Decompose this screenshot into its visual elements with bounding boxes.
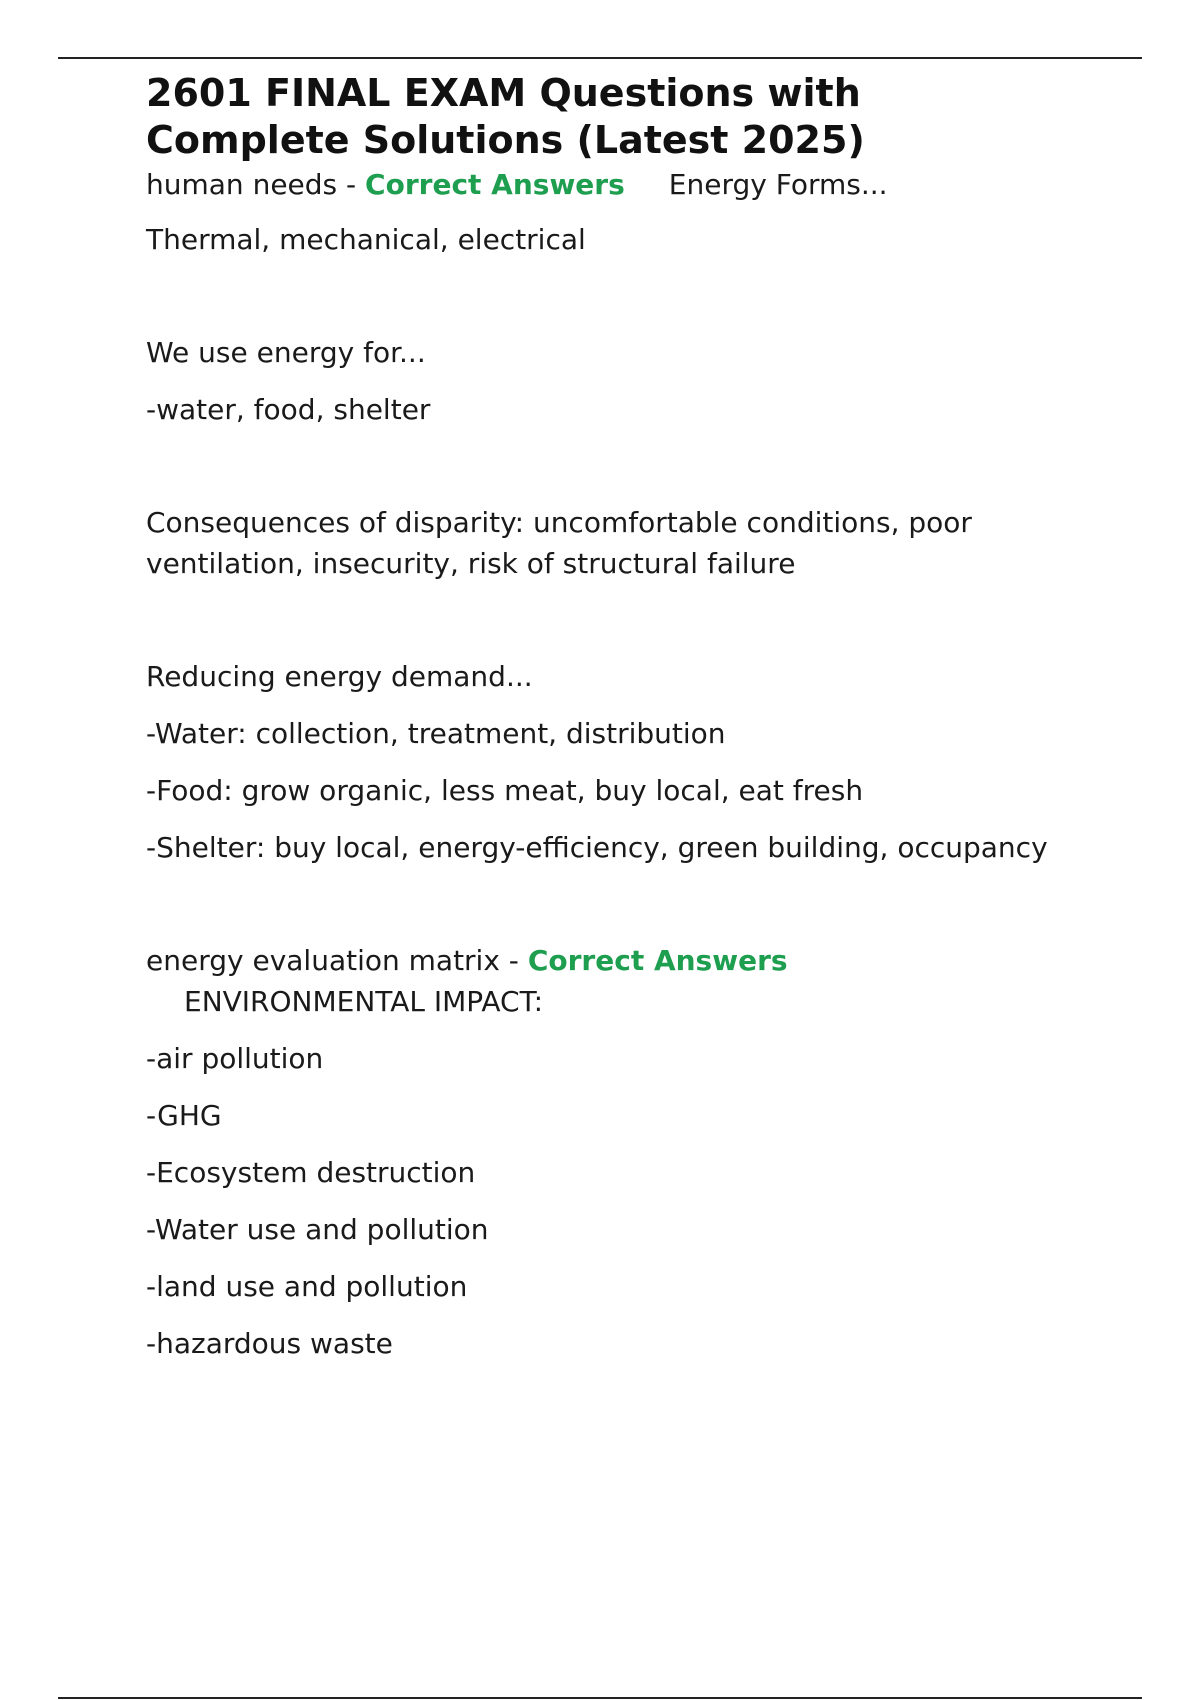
question-energy-evaluation-matrix — [146, 940, 1076, 981]
list-item: -land use and pollution — [146, 1270, 468, 1303]
answer-text: Energy Forms... — [668, 168, 888, 201]
answer-line: Thermal, mechanical, electrical — [146, 223, 586, 256]
answer-line: -Food: grow organic, less meat, buy local, eat fresh — [146, 774, 864, 807]
answer-paragraph: Consequences of disparity: uncomfortable conditions, poor ventilation, insecurity, risk of structural failure — [146, 506, 972, 580]
top-rule — [58, 57, 1142, 59]
bottom-rule — [58, 1697, 1142, 1699]
answer-text: ENVIRONMENTAL IMPACT: — [184, 985, 544, 1018]
answer-line: -water, food, shelter — [146, 393, 431, 426]
document-title: 2601 FINAL EXAM Questions with Complete Solutions (Latest 2025) — [146, 71, 865, 162]
list-item: -GHG — [146, 1099, 222, 1132]
correct-answers-label: Correct Answers — [527, 944, 788, 977]
list-item: -Ecosystem destruction — [146, 1156, 476, 1189]
answer-line: Reducing energy demand... — [146, 660, 533, 693]
answer-line: -Water: collection, treatment, distribution — [146, 717, 726, 750]
document-page — [146, 70, 1076, 1364]
list-item: -hazardous waste — [146, 1327, 393, 1360]
list-item: -Water use and pollution — [146, 1213, 489, 1246]
question-text: energy evaluation matrix - — [146, 944, 528, 977]
question-human-needs — [146, 164, 1076, 205]
question-text: human needs - — [146, 168, 366, 201]
answer-line: We use energy for... — [146, 336, 426, 369]
list-item: -air pollution — [146, 1042, 324, 1075]
correct-answers-label: Correct Answers — [365, 168, 625, 201]
answer-line: -Shelter: buy local, energy-efficiency, green building, occupancy — [146, 831, 1048, 864]
